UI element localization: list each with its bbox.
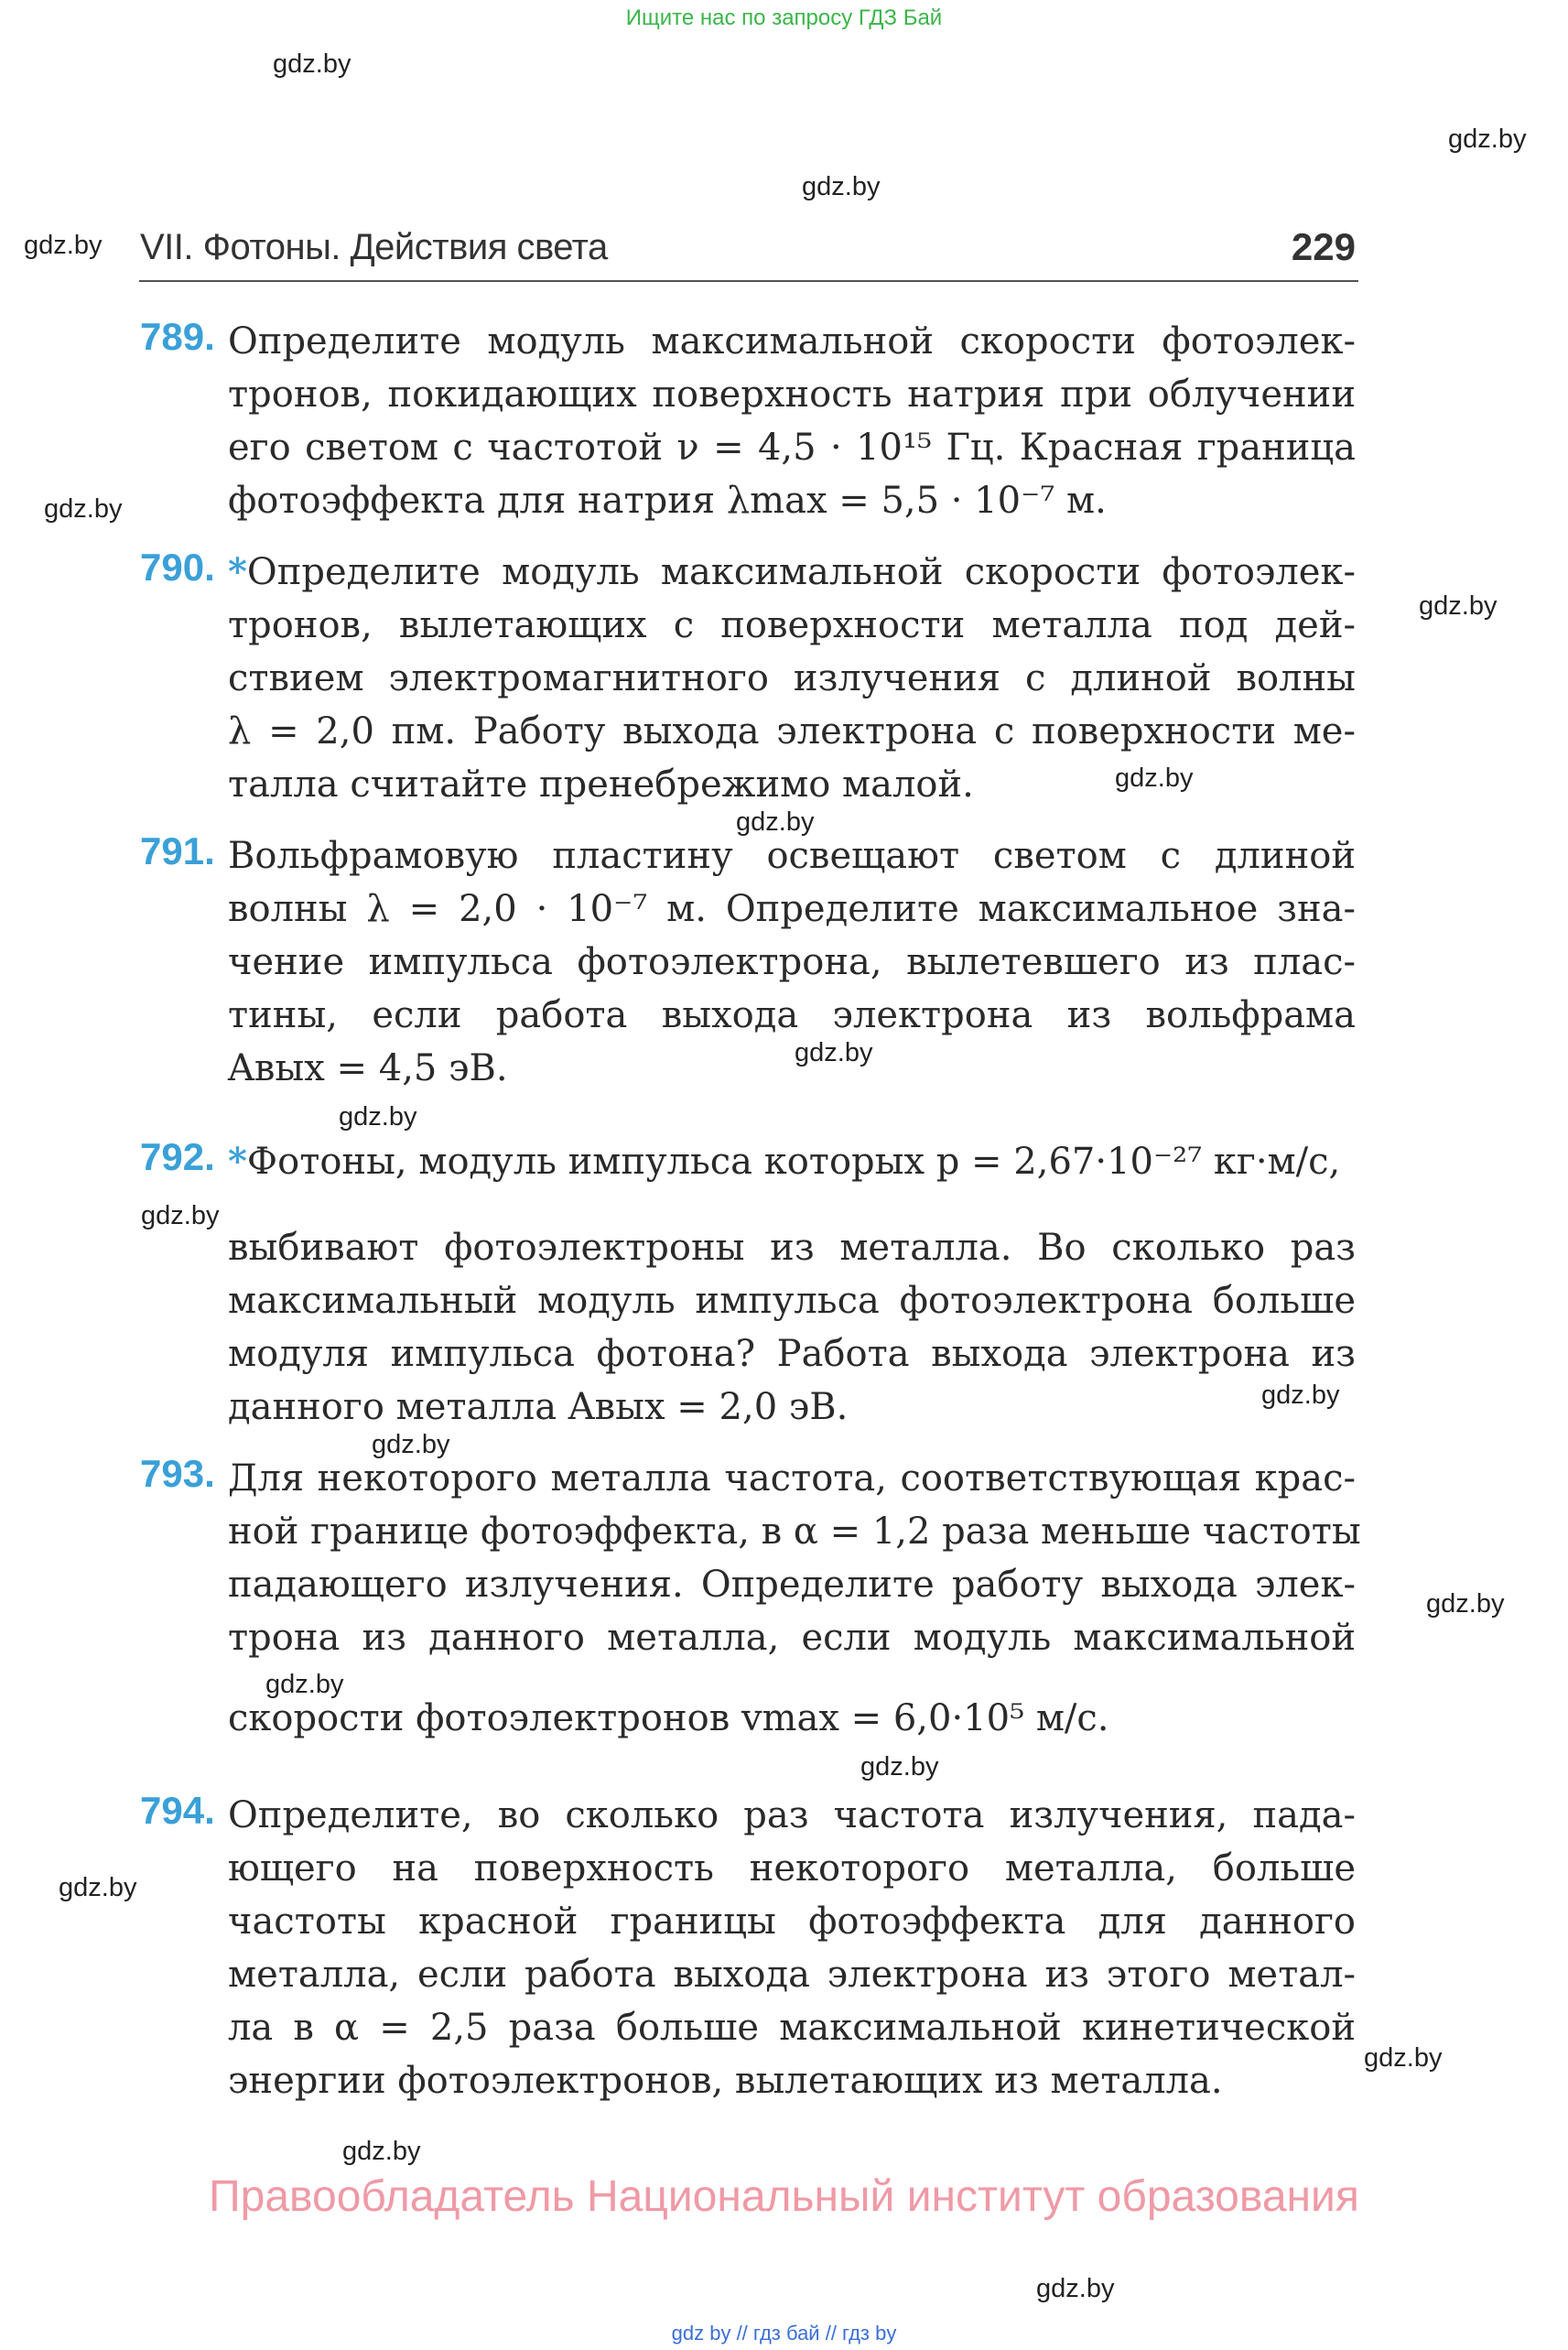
watermark: gdz.by: [802, 172, 881, 201]
problem-text-line: его светом с частотой ν = 4,5 · 10¹⁵ Гц. Красная граница: [228, 427, 1356, 469]
problem-text-line: фотоэффекта для натрия λmax = 5,5 · 10⁻⁷ м.: [228, 480, 1107, 522]
watermark: gdz.by: [342, 2137, 421, 2166]
watermark: gdz.by: [265, 1670, 344, 1699]
header-divider: [139, 280, 1358, 282]
problem-number: 793.: [140, 1452, 215, 1495]
watermark: gdz.by: [141, 1201, 220, 1230]
page-number: 229: [1291, 225, 1356, 268]
problem-number: 794.: [140, 1789, 215, 1832]
problem-text-line: ной границе фотоэффекта, в α = 1,2 раза меньше частоты: [228, 1511, 1361, 1553]
problem-number: 791.: [140, 829, 215, 872]
watermark: gdz.by: [736, 807, 815, 837]
watermark: gdz.by: [1364, 2043, 1443, 2073]
problem-text-line: модуля импульса фотона? Работа выхода электрона из: [228, 1333, 1356, 1375]
star-marker: *: [228, 1140, 247, 1183]
problem-text-line: ла в α = 2,5 раза больше максимальной кинетической: [228, 2007, 1356, 2049]
problem-text-line: максимальный модуль импульса фотоэлектрона больше: [228, 1280, 1356, 1322]
problem-text-line: энергии фотоэлектронов, вылетающих из металла.: [228, 2060, 1223, 2102]
copyright-notice: Правообладатель Национальный институт образования: [209, 2172, 1359, 2221]
problem-text-line: *Фотоны, модуль импульса которых p = 2,67·10⁻²⁷ кг·м/с,: [228, 1140, 1341, 1183]
bottom-banner: gdz by // гдз бай // гдз by: [671, 2322, 897, 2345]
problem-text-line: Определите, во сколько раз частота излучения, пада-: [228, 1794, 1356, 1836]
watermark: gdz.by: [59, 1873, 137, 1902]
problem-text-line: тины, если работа выхода электрона из вольфрама: [228, 994, 1356, 1036]
watermark: gdz.by: [1419, 591, 1498, 621]
problem-number: 792.: [140, 1135, 215, 1178]
watermark: gdz.by: [24, 231, 103, 260]
problem-text-line: данного металла Aвых = 2,0 эВ.: [228, 1386, 849, 1428]
problem-text-line: Для некоторого металла частота, соответствующая крас-: [228, 1457, 1356, 1500]
watermark: gdz.by: [1115, 763, 1194, 793]
problem-text-line: ствием электромагнитного излучения с длиной волны: [228, 657, 1356, 699]
problem-text-line: *Определите модуль максимальной скорости фотоэлек-: [228, 550, 1356, 593]
watermark: gdz.by: [795, 1038, 873, 1067]
watermark: gdz.by: [1426, 1589, 1505, 1619]
problem-text-line: волны λ = 2,0 · 10⁻⁷ м. Определите максимальное зна-: [228, 888, 1356, 930]
problem-text-line: частоты красной границы фотоэффекта для данного: [228, 1901, 1356, 1943]
problem-text-line: Aвых = 4,5 эВ.: [228, 1047, 508, 1089]
chapter-title: VII. Фотоны. Действия света: [140, 227, 608, 267]
watermark: gdz.by: [339, 1102, 417, 1132]
problem-text-line: скорости фотоэлектронов vmax = 6,0·10⁵ м/с.: [228, 1697, 1109, 1739]
watermark: gdz.by: [372, 1430, 450, 1459]
watermark: gdz.by: [273, 49, 351, 79]
problem-text-line: падающего излучения. Определите работу выхода элек-: [228, 1564, 1356, 1606]
watermark: gdz.by: [1261, 1381, 1340, 1410]
problem-text-line: чение импульса фотоэлектрона, вылетевшего из плас-: [228, 941, 1356, 983]
problem-text-line: тронов, покидающих поверхность натрия при облучении: [228, 374, 1356, 416]
problem-text-line: тронов, вылетающих с поверхности металла под дей-: [228, 604, 1356, 646]
problem-text-line: ющего на поверхность некоторого металла, больше: [228, 1847, 1356, 1890]
problem-number: 790.: [140, 546, 215, 589]
star-marker: *: [228, 550, 247, 593]
problem-text-line: Определите модуль максимальной скорости фотоэлек-: [228, 320, 1356, 363]
problem-text-line: металла, если работа выхода электрона из этого метал-: [228, 1954, 1356, 1996]
watermark: gdz.by: [860, 1752, 939, 1781]
problem-text-line: выбивают фотоэлектроны из металла. Во сколько раз: [228, 1227, 1356, 1269]
problem-text-line: талла считайте пренебрежимо малой.: [228, 763, 974, 806]
watermark: gdz.by: [1448, 125, 1527, 154]
problem-text-line: трона из данного металла, если модуль максимальной: [228, 1617, 1356, 1659]
watermark: gdz.by: [1036, 2274, 1115, 2303]
watermark: gdz.by: [44, 494, 123, 524]
top-banner: Ищите нас по запросу ГДЗ Бай: [625, 5, 943, 30]
problem-text-line: Вольфрамовую пластину освещают светом с длиной: [228, 835, 1356, 877]
problem-text-line: λ = 2,0 пм. Работу выхода электрона с поверхности ме-: [228, 710, 1356, 753]
problem-number: 789.: [140, 315, 215, 358]
